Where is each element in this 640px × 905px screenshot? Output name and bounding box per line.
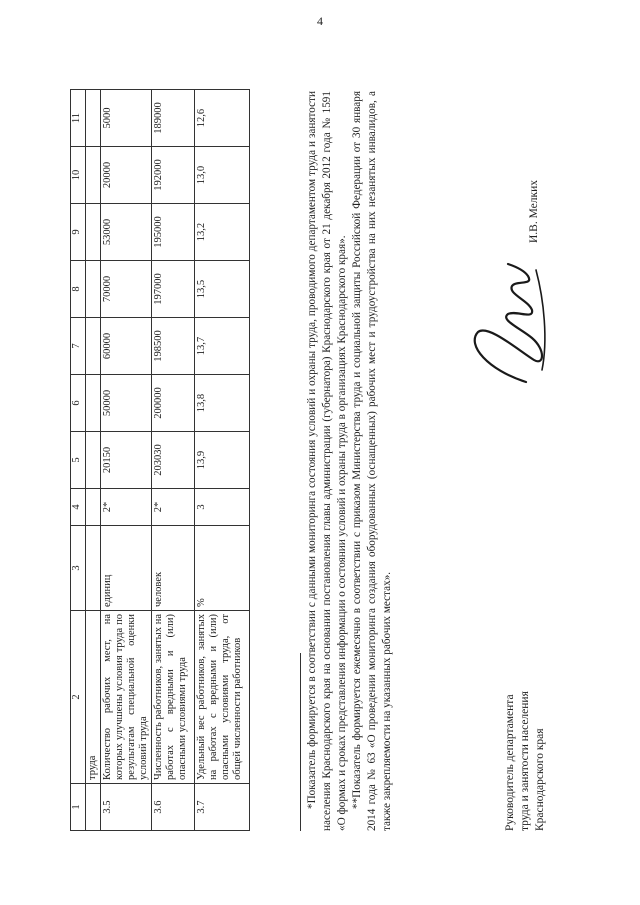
- footnote-2: **Показатель формируется ежемесячно в соответствии с приказом Министерства труда и социальной защиты Российской Федерации от 30 января 2014 года № 63 «О проведении мониторинга создания оборудованных (оснащенных) рабочих мест и трудоустройства на них незанятых инвалидов, а также закрепляемости на указанных рабочих местах».: [351, 91, 393, 831]
- value-cell: 20150: [101, 432, 152, 489]
- value-cell: 198500: [152, 318, 195, 375]
- row-col4: 2*: [152, 489, 195, 526]
- fragment-text: труда: [86, 611, 101, 784]
- row-index: 3.7: [195, 784, 250, 831]
- value-cell: 70000: [101, 261, 152, 318]
- row-name: Количество рабочих мест, на которых улучшены условия труда по результатам специальной оценки условий труда: [101, 611, 152, 784]
- header-cell: 4: [71, 489, 86, 526]
- header-cell: 1: [71, 784, 86, 831]
- row-unit: единиц: [101, 526, 152, 611]
- value-cell: 5000: [101, 90, 152, 147]
- signatory-title-line: Руководитель департамента: [504, 694, 516, 831]
- header-cell: 11: [71, 90, 86, 147]
- header-cell: 7: [71, 318, 86, 375]
- row-unit: %: [195, 526, 250, 611]
- row-index: 3.6: [152, 784, 195, 831]
- value-cell: 53000: [101, 204, 152, 261]
- value-cell: 13,5: [195, 261, 250, 318]
- header-cell: 9: [71, 204, 86, 261]
- signatory-title: [503, 691, 548, 831]
- value-cell: 13,8: [195, 375, 250, 432]
- row-col4: 2*: [101, 489, 152, 526]
- value-cell: 203030: [152, 432, 195, 489]
- value-cell: 195000: [152, 204, 195, 261]
- header-cell: 5: [71, 432, 86, 489]
- signatory-title-line: Краснодарского края: [534, 728, 546, 831]
- table-row: [195, 90, 250, 831]
- value-cell: 192000: [152, 147, 195, 204]
- header-cell: 10: [71, 147, 86, 204]
- value-cell: 50000: [101, 375, 152, 432]
- table-row: [152, 90, 195, 831]
- signatory-title-line: труда и занятости населения: [519, 691, 531, 831]
- indicators-table: [70, 89, 250, 831]
- value-cell: 189000: [152, 90, 195, 147]
- rotated-content: [60, 35, 580, 855]
- value-cell: 13,9: [195, 432, 250, 489]
- value-cell: 197000: [152, 261, 195, 318]
- footnotes: [305, 91, 395, 831]
- signatory-name: И.В. Мелких: [528, 179, 540, 243]
- table-header-row: [71, 90, 86, 831]
- header-cell: 2: [71, 611, 86, 784]
- value-cell: 13,0: [195, 147, 250, 204]
- value-cell: 13,7: [195, 318, 250, 375]
- header-cell: 6: [71, 375, 86, 432]
- row-col4: 3: [195, 489, 250, 526]
- row-name: Удельный вес работников, занятых на работах с вредными и (или) опасными условиями труда, от общей численности работников: [195, 611, 250, 784]
- footnote-divider: [300, 653, 301, 831]
- value-cell: 13,2: [195, 204, 250, 261]
- row-index: 3.5: [101, 784, 152, 831]
- row-name: Численность работников, занятых на работах с вредными и (или) опасными условиями труда: [152, 611, 195, 784]
- footnote-1: *Показатель формируется в соответствии с данными мониторинга состояния условий и охраны труда, проводимого департаментом труда и занятости населения Краснодарского края на основании постановления главы администрации (губернатора) Краснодарского края от 21 декабря 2012 года № 1591 «О формах и сроках представления информации о состоянии условий и охраны труда в организациях Краснодарского края».: [306, 91, 348, 831]
- page-number: 4: [317, 14, 323, 28]
- value-cell: 12,6: [195, 90, 250, 147]
- table-row: [101, 90, 152, 831]
- row-unit: человек: [152, 526, 195, 611]
- value-cell: 60000: [101, 318, 152, 375]
- handwritten-signature: [448, 260, 558, 390]
- header-cell: 3: [71, 526, 86, 611]
- value-cell: 20000: [101, 147, 152, 204]
- header-cell: 8: [71, 261, 86, 318]
- table-row: [86, 90, 101, 831]
- value-cell: 200000: [152, 375, 195, 432]
